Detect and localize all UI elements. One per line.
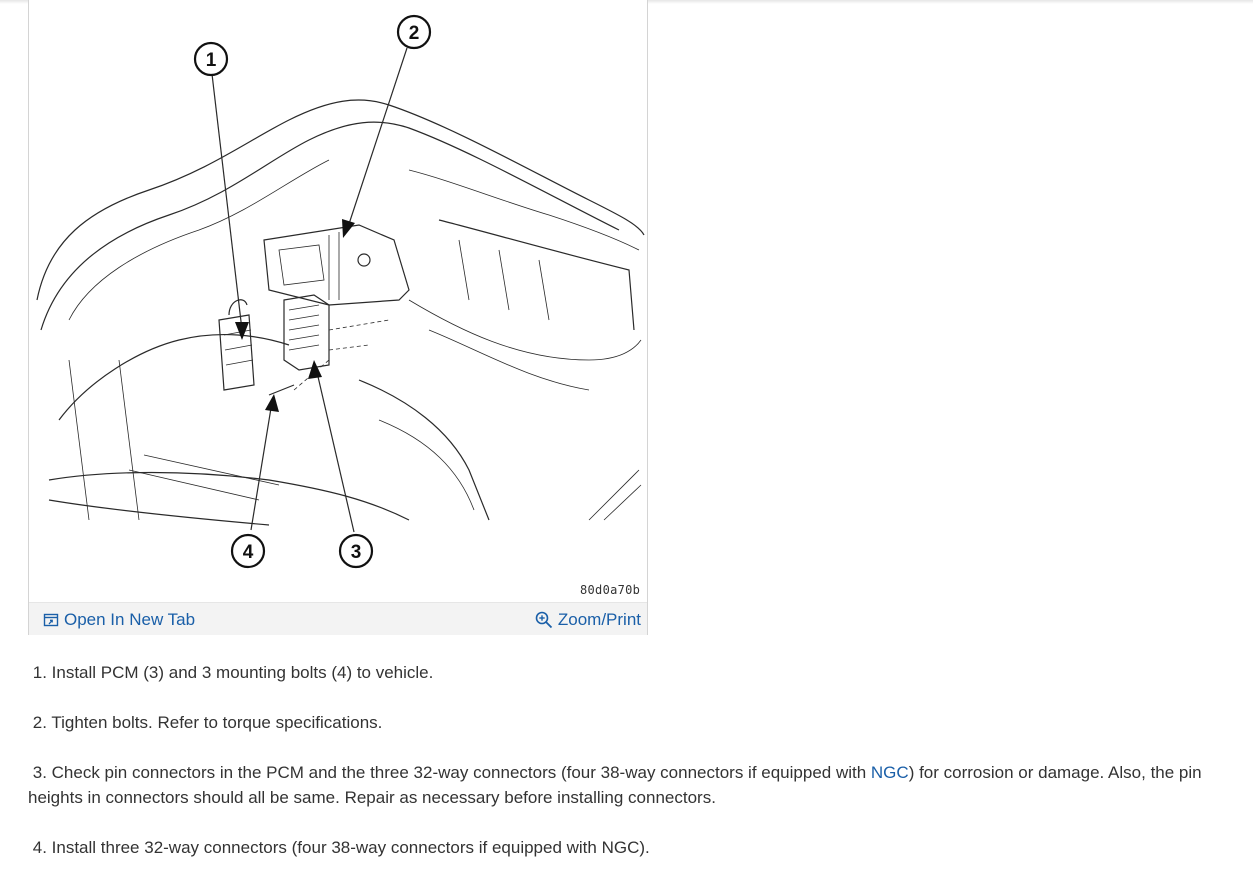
figure-container: [28, 0, 648, 635]
open-in-new-tab-label: Open In New Tab: [64, 610, 196, 629]
svg-text:2: 2: [408, 23, 420, 44]
instruction-steps: [28, 660, 1246, 885]
figure-footer: [29, 602, 647, 635]
open-in-new-tab-link[interactable]: [43, 610, 195, 630]
step-4: 4. Install three 32-way connectors (four 38-way connectors if equipped with NGC).: [32, 838, 650, 857]
figure-code: 80d0a70b: [580, 583, 641, 597]
step-1: 1. Install PCM (3) and 3 mounting bolts (4) to vehicle.: [32, 663, 434, 682]
zoom-print-link[interactable]: [535, 610, 641, 630]
ngc-link[interactable]: NGC: [870, 763, 909, 782]
step-2: 2. Tighten bolts. Refer to torque specifications.: [32, 713, 383, 732]
step-3: 3. Check pin connectors in the PCM and the three 32-way connectors (four 38-way connectors if equipped with NGC) for corrosion or damage. Also, the pin heights in connectors should all be same. Repair as necessary before installing connectors.: [28, 763, 1202, 807]
callout-4: [232, 535, 264, 567]
svg-text:3: 3: [350, 542, 362, 563]
engine-bay-diagram: [29, 0, 647, 600]
new-tab-icon: [43, 612, 59, 628]
svg-text:4: 4: [242, 542, 254, 563]
zoom-in-icon: [535, 611, 553, 629]
callout-3: [340, 535, 372, 567]
zoom-print-label: Zoom/Print: [557, 610, 641, 629]
callout-2: [398, 16, 430, 48]
callout-1: [195, 43, 227, 75]
svg-text:1: 1: [205, 50, 217, 71]
